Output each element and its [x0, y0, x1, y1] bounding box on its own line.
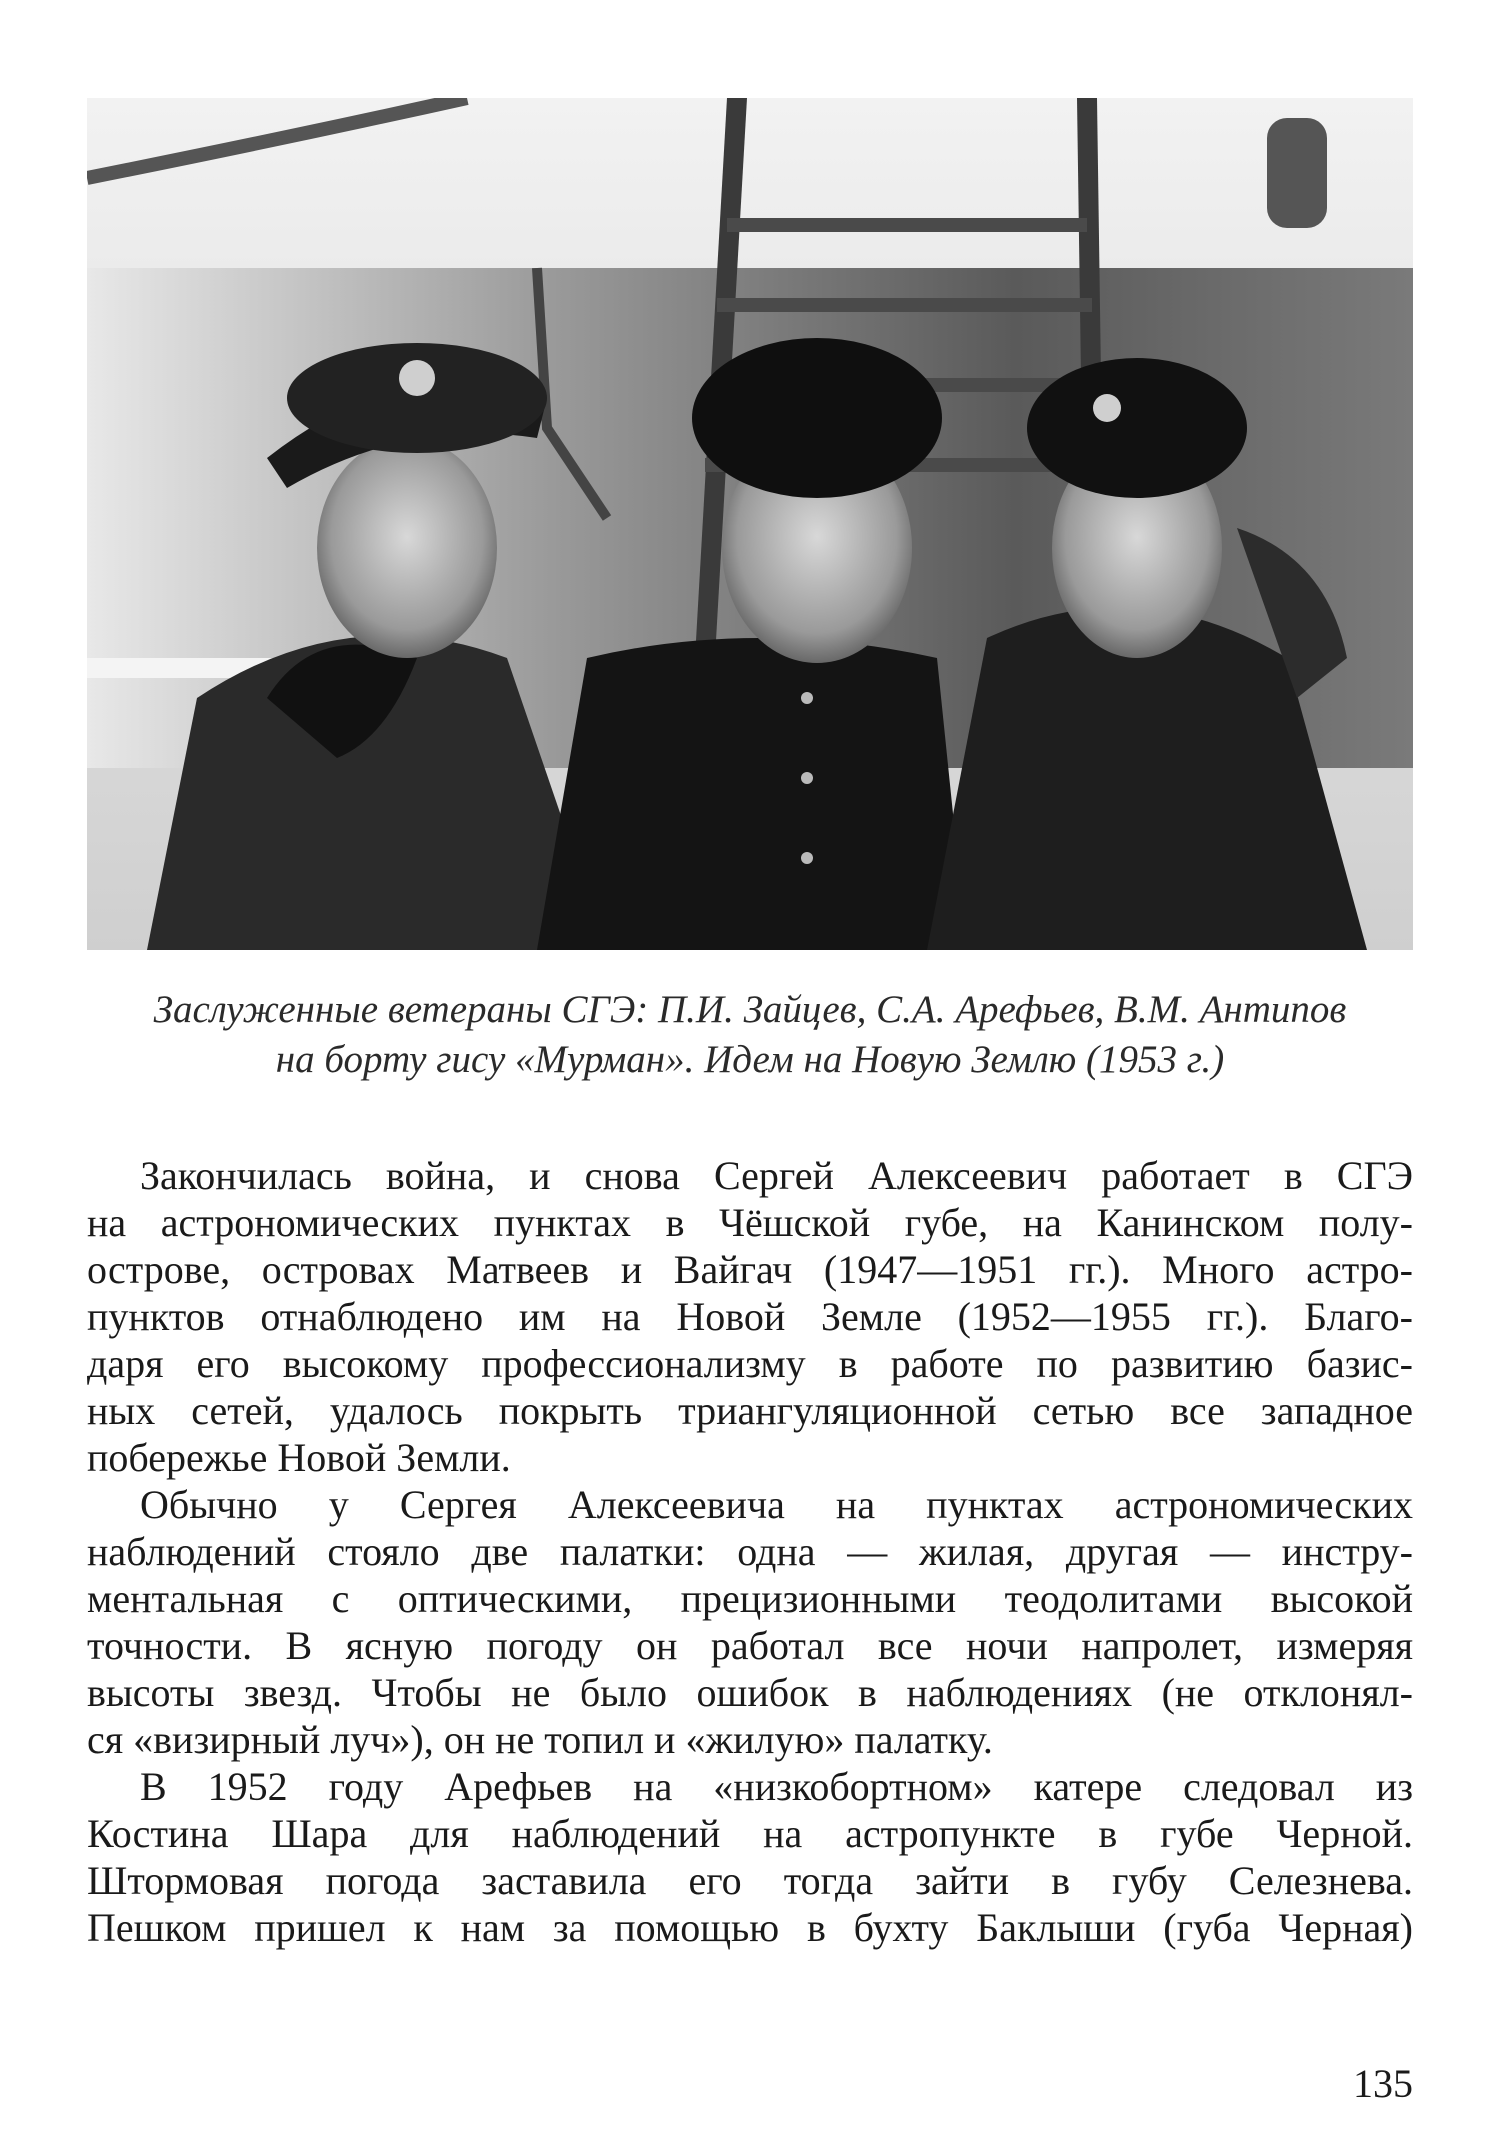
- text-line: Пешком пришел к нам за помощью в бухту Баклыши (губа Черная): [87, 1905, 1413, 1950]
- paragraph-3: [87, 1763, 1413, 1951]
- text-line: ментальная с оптическими, прецизионными теодолитами высокой: [87, 1576, 1413, 1621]
- caption-line-2: на борту гису «Мурман». Идем на Новую Землю (1953 г.): [275, 1038, 1225, 1081]
- text-line: ся «визирный луч»), он не топил и «жилую» палатку.: [87, 1717, 993, 1762]
- article-body: [87, 1152, 1413, 1951]
- text-line: точности. В ясную погоду он работал все ночи напролет, измеряя: [87, 1623, 1413, 1668]
- text-line: Обычно у Сергея Алексеевича на пунктах астрономических: [140, 1482, 1413, 1527]
- photo-caption: [80, 985, 1420, 1085]
- text-line: Штормовая погода заставила его тогда зайти в губу Селезнева.: [87, 1858, 1413, 1903]
- text-line: побережье Новой Земли.: [87, 1435, 511, 1480]
- caption-line-1: Заслуженные ветераны СГЭ: П.И. Зайцев, С.А. Арефьев, В.М. Антипов: [153, 988, 1347, 1031]
- text-line: пунктов отнаблюдено им на Новой Земле (1952—1955 гг.). Благо-: [87, 1294, 1413, 1339]
- text-line: даря его высокому профессионализму в работе по развитию базис-: [87, 1341, 1413, 1386]
- text-line: высоты звезд. Чтобы не было ошибок в наблюдениях (не отклонял-: [87, 1670, 1413, 1715]
- text-line: Костина Шара для наблюдений на астропункте в губе Черной.: [87, 1811, 1413, 1856]
- text-line: острове, островах Матвеев и Вайгач (1947—1951 гг.). Много астро-: [87, 1247, 1413, 1292]
- text-line: на астрономических пунктах в Чёшской губе, на Канинском полу-: [87, 1200, 1413, 1245]
- text-line: наблюдений стояло две палатки: одна — жилая, другая — инстру-: [87, 1529, 1413, 1574]
- paragraph-2: [87, 1481, 1413, 1763]
- paragraph-1: [87, 1152, 1413, 1481]
- text-line: В 1952 году Арефьев на «низкобортном» катере следовал из: [140, 1764, 1413, 1809]
- photo-illustration: [87, 98, 1413, 950]
- page-number: 135: [1353, 2061, 1413, 2106]
- text-line: Закончилась война, и снова Сергей Алексеевич работает в СГЭ: [140, 1153, 1413, 1198]
- archival-photo: [87, 98, 1413, 950]
- text-line: ных сетей, удалось покрыть триангуляционной сетью все западное: [87, 1388, 1413, 1433]
